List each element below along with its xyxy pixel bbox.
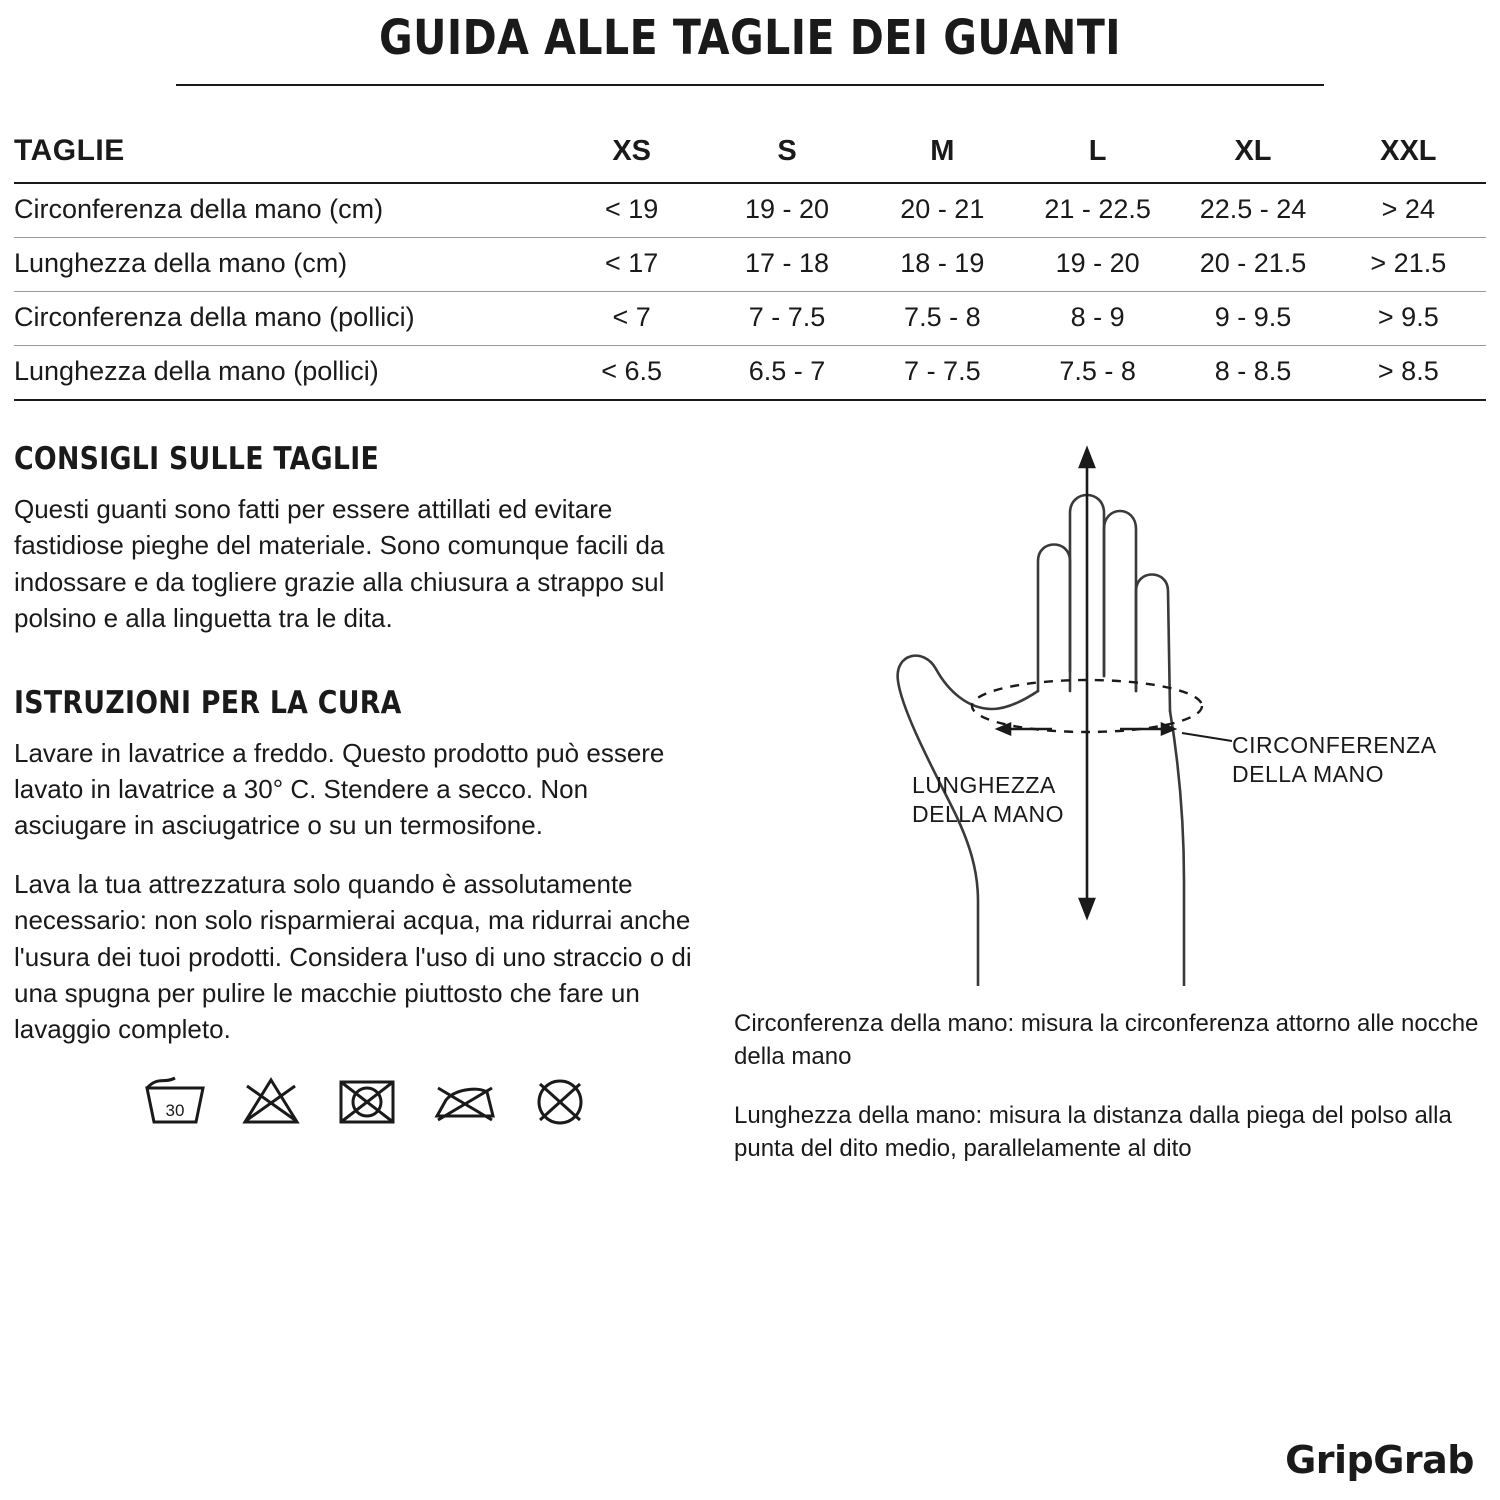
- column-header-l: L: [1020, 124, 1175, 183]
- column-header-xxl: XXL: [1331, 124, 1486, 183]
- cell: 6.5 - 7: [709, 346, 864, 401]
- size-table: [14, 124, 1486, 401]
- cell: 19 - 20: [709, 183, 864, 238]
- section-spacer: [14, 659, 702, 685]
- cell: > 8.5: [1331, 346, 1486, 401]
- cell: 17 - 18: [709, 238, 864, 292]
- size-table-head: [14, 124, 1486, 183]
- cell: 7.5 - 8: [1020, 346, 1175, 401]
- column-header-xs: XS: [554, 124, 709, 183]
- header-divider: [176, 84, 1324, 86]
- do-not-iron-icon: [432, 1074, 498, 1126]
- circumference-label-line2: DELLA MANO: [1232, 760, 1384, 787]
- cell: < 6.5: [554, 346, 709, 401]
- table-row: [14, 183, 1486, 238]
- hand-outline-svg: [802, 441, 1422, 986]
- row-label: Circonferenza della mano (pollici): [14, 292, 554, 346]
- column-header-s: S: [709, 124, 864, 183]
- care-instructions-text-1: Lavare in lavatrice a freddo. Questo prodotto può essere lavato in lavatrice a 30° C. Stendere a secco. Non asciugare in asciugatrice o su un termosifone.: [14, 737, 665, 841]
- left-column: [14, 441, 732, 1191]
- cell: 7 - 7.5: [709, 292, 864, 346]
- size-table-body: [14, 183, 1486, 400]
- table-row: [14, 238, 1486, 292]
- table-row: [14, 292, 1486, 346]
- cell: 18 - 19: [865, 238, 1020, 292]
- column-header-m: M: [865, 124, 1020, 183]
- cell: 8 - 8.5: [1175, 346, 1330, 401]
- cell: 22.5 - 24: [1175, 183, 1330, 238]
- note-circumference: Circonferenza della mano: misura la circonferenza attorno alle nocche della mano: [734, 1010, 1479, 1071]
- cell: 19 - 20: [1020, 238, 1175, 292]
- measurement-notes: [732, 1007, 1486, 1165]
- content-columns: [14, 441, 1486, 1191]
- sizing-advice-text: Questi guanti sono fatti per essere attillati ed evitare fastidiose pieghe del materiale. Sono comunque facili da indossare e da togliere grazie alla chiusura a strappo sul polsino e alla linguetta tra le dita.: [14, 494, 665, 634]
- brand-logo: GripGrab: [1285, 1438, 1474, 1482]
- wash-temp-text: 30: [165, 1100, 185, 1120]
- care-symbol-row: [14, 1074, 702, 1126]
- cell: < 7: [554, 292, 709, 346]
- cell: < 19: [554, 183, 709, 238]
- circumference-label-line1: CIRCONFERENZA: [1232, 732, 1437, 758]
- note-length: Lunghezza della mano: misura la distanza dalla piega del polso alla punta del dito medio, parallelamente al dito: [734, 1102, 1452, 1163]
- hand-diagram: [732, 441, 1486, 1001]
- cell: 9 - 9.5: [1175, 292, 1330, 346]
- care-instructions-text-2: Lava la tua attrezzatura solo quando è assolutamente necessario: non solo risparmierai acqua, ma ridurrai anche l'usura dei tuoi prodotti. Considera l'uso di uno straccio o di una spugna per pulire le macchie piuttosto che fare un lavaggio completo.: [14, 868, 692, 1045]
- length-label-line1: LUNGHEZZA: [912, 772, 1056, 798]
- cell: 7 - 7.5: [865, 346, 1020, 401]
- table-row: [14, 346, 1486, 401]
- table-header-row: [14, 124, 1486, 183]
- cell: > 21.5: [1331, 238, 1486, 292]
- cell: > 9.5: [1331, 292, 1486, 346]
- cell: 20 - 21: [865, 183, 1020, 238]
- page-title: GUIDA ALLE TAGLIE DEI GUANTI: [378, 10, 1122, 66]
- row-label: Circonferenza della mano (cm): [14, 183, 554, 238]
- do-not-dry-clean-icon: [532, 1074, 588, 1126]
- cell: 21 - 22.5: [1020, 183, 1175, 238]
- circumference-label: [1232, 731, 1437, 789]
- do-not-bleach-icon: [240, 1074, 302, 1126]
- care-instructions-title: ISTRUZIONI PER LA CURA: [14, 684, 402, 721]
- wash-30-icon: [144, 1074, 206, 1126]
- cell: 7.5 - 8: [865, 292, 1020, 346]
- cell: 20 - 21.5: [1175, 238, 1330, 292]
- length-label: [912, 771, 1064, 829]
- cell: 8 - 9: [1020, 292, 1175, 346]
- sizing-advice-title: CONSIGLI SULLE TAGLIE: [14, 441, 380, 477]
- row-label: Lunghezza della mano (pollici): [14, 346, 554, 401]
- cell: < 17: [554, 238, 709, 292]
- column-header-xl: XL: [1175, 124, 1330, 183]
- cell: > 24: [1331, 183, 1486, 238]
- page-header: [14, 0, 1486, 86]
- length-label-line2: DELLA MANO: [912, 800, 1064, 827]
- do-not-tumble-dry-icon: [336, 1074, 398, 1126]
- right-column: [732, 441, 1486, 1191]
- column-header-sizes: TAGLIE: [14, 124, 554, 183]
- row-label: Lunghezza della mano (cm): [14, 238, 554, 292]
